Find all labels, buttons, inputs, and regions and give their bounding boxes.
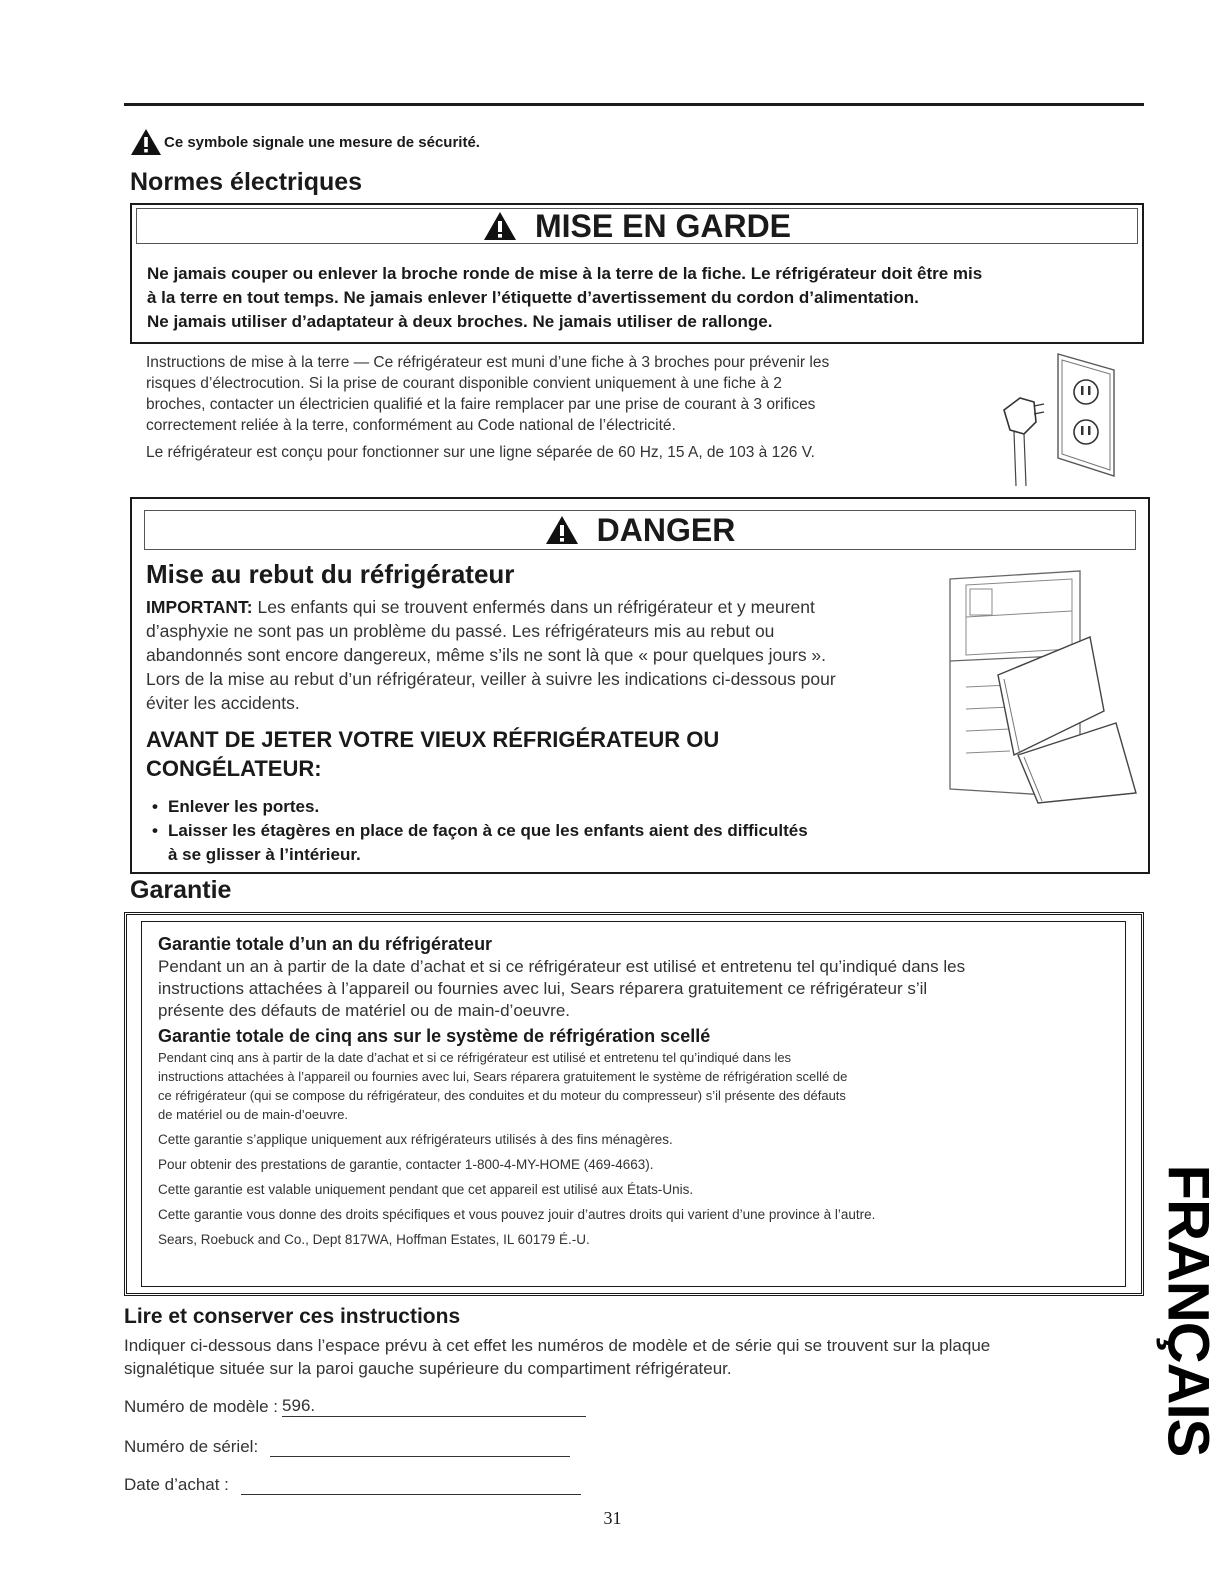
keep-instructions-text: Indiquer ci-dessous dans l’espace prévu à cet effet les numéros de modèle et de série qui se trouvent sur la plaque signalétique située sur la paroi gauche supérieure du compartiment réfrigérateur. (124, 1336, 991, 1378)
language-side-tab: FRANÇAIS (1155, 1164, 1221, 1456)
safety-symbol-note: Ce symbole signale une mesure de sécurité. (130, 128, 480, 156)
warranty-heading: Garantie (130, 876, 232, 904)
purchase-date-field: Date d’achat : (124, 1474, 581, 1495)
warning-title: MISE EN GARDE (534, 207, 792, 244)
disposal-steps: • Enlever les portes. • Laisser les étagères en place de façon à ce que les enfants aient des difficultés à se glisser à l’intérieur. (146, 795, 1026, 867)
list-item: • Laisser les étagères en place de façon à ce que les enfants aient des difficultés (146, 819, 1026, 843)
warning-text: Ne jamais couper ou enlever la broche ronde de mise à la terre de la fiche. Le réfrigérateur doit être mis à la terre en tout temps. Ne jamais enlever l’étiquette d’avertissement du cordon d’alimentation. Ne jamais utiliser d’adaptateur à deux broches. Ne jamais utiliser de rallonge. (147, 264, 983, 331)
keep-instructions-heading: Lire et conserver ces instructions (124, 1305, 461, 1328)
danger-title: DANGER (596, 511, 736, 548)
warning-triangle-icon (545, 515, 579, 545)
warranty-content: Garantie totale d’un an du réfrigérateur Pendant un an à partir de la date d’achat et si ce réfrigérateur est utilisé et entretenu tel qu’indiqué dans les instructions attachées à l’appareil ou fournies avec lui, Sears réparera gratuitement ce réfrigérateur s’il présente des défauts de matériel ou de main-d’oeuvre. Garantie totale de cinq ans sur le système de réfrigération scellé Pendant cinq ans à partir de la date d’achat et si ce réfrigérateur est utilisé et entretenu tel qu’indiqué dans les instructions attachées à l’appareil ou fournies avec lui, Sears réparera gratuitement le système de réfrigération scellé de ce réfrigérateur (qui se compose du réfrigérateur, des conduites et du moteur du compresseur) s’il présente des défauts de matériel ou de main-d’oeuvre. Cette garantie s’applique uniquement aux réfrigérateurs utilisés à des fins ménagères. Pour obtenir des prestations de garantie, contacter 1-800-4-MY-HOME (469-4663). Cette garantie est valable uniquement pendant que cet appareil est utilisé aux États-Unis. Cette garantie vous donne des droits spécifiques et vous pouvez jouir d’autres droits qui varient d’une province à l’autre. Sears, Roebuck and Co., Dept 817WA, Hoffman Estates, IL 60179 É.-U. (158, 932, 1118, 1249)
page-number: 31 (603, 1508, 622, 1528)
full-warranty-title: Garantie totale d’un an du réfrigérateur (158, 934, 493, 954)
warning-box (130, 203, 1144, 344)
before-disposal-heading: AVANT DE JETER VOTRE VIEUX RÉFRIGÉRATEUR OU CONGÉLATEUR: (146, 727, 720, 781)
danger-title-band (144, 510, 1136, 550)
model-number-field: Numéro de modèle : 596. (124, 1396, 586, 1417)
danger-box (130, 497, 1150, 874)
disposal-heading: Mise au rebut du réfrigérateur (146, 559, 515, 589)
sealed-warranty-title: Garantie totale de cinq ans sur le système de réfrigération scellé (158, 1026, 711, 1046)
list-item: • Enlever les portes. (146, 795, 1026, 819)
purchase-date-input[interactable] (241, 1474, 581, 1495)
refrigerator-illustration (940, 567, 1140, 807)
grounding-instructions: Instructions de mise à la terre — Ce réfrigérateur est muni d’une fiche à 3 broches pour prévenir les risques d’électrocution. Si la prise de courant disponible convient uniquement à une fiche à 2 broches, contacter un électricien qualifié et la faire remplacer par une prise de courant à 3 orifices correctement reliée à la terre, conformément au Code national de l’électricité. Le réfrigérateur est conçu pour fonctionner sur une ligne séparée de 60 Hz, 15 A, de 103 à 126 V. (146, 354, 830, 461)
warning-triangle-icon (130, 128, 162, 156)
warranty-inner (141, 921, 1126, 1287)
serial-number-input[interactable] (270, 1436, 570, 1457)
model-number-input[interactable]: 596. (282, 1396, 586, 1417)
serial-number-field: Numéro de sériel: (124, 1436, 570, 1457)
top-rule (124, 103, 1144, 106)
electrical-heading: Normes électriques (130, 168, 363, 196)
warranty-box (124, 912, 1144, 1296)
warning-title-band (136, 208, 1138, 244)
grounded-outlet-illustration (998, 348, 1118, 488)
warning-triangle-icon (483, 211, 517, 241)
disposal-text: IMPORTANT: Les enfants qui se trouvent enfermés dans un réfrigérateur et y meurent d’asphyxie ne sont pas un problème du passé. Les réfrigérateurs mis au rebut ou abandonnés sont encore dangereux, même s’ils ne sont là que « pour quelques jours ». Lors de la mise au rebut d’un réfrigérateur, veiller à suivre les indications ci-dessous pour éviter les accidents. (146, 597, 836, 713)
